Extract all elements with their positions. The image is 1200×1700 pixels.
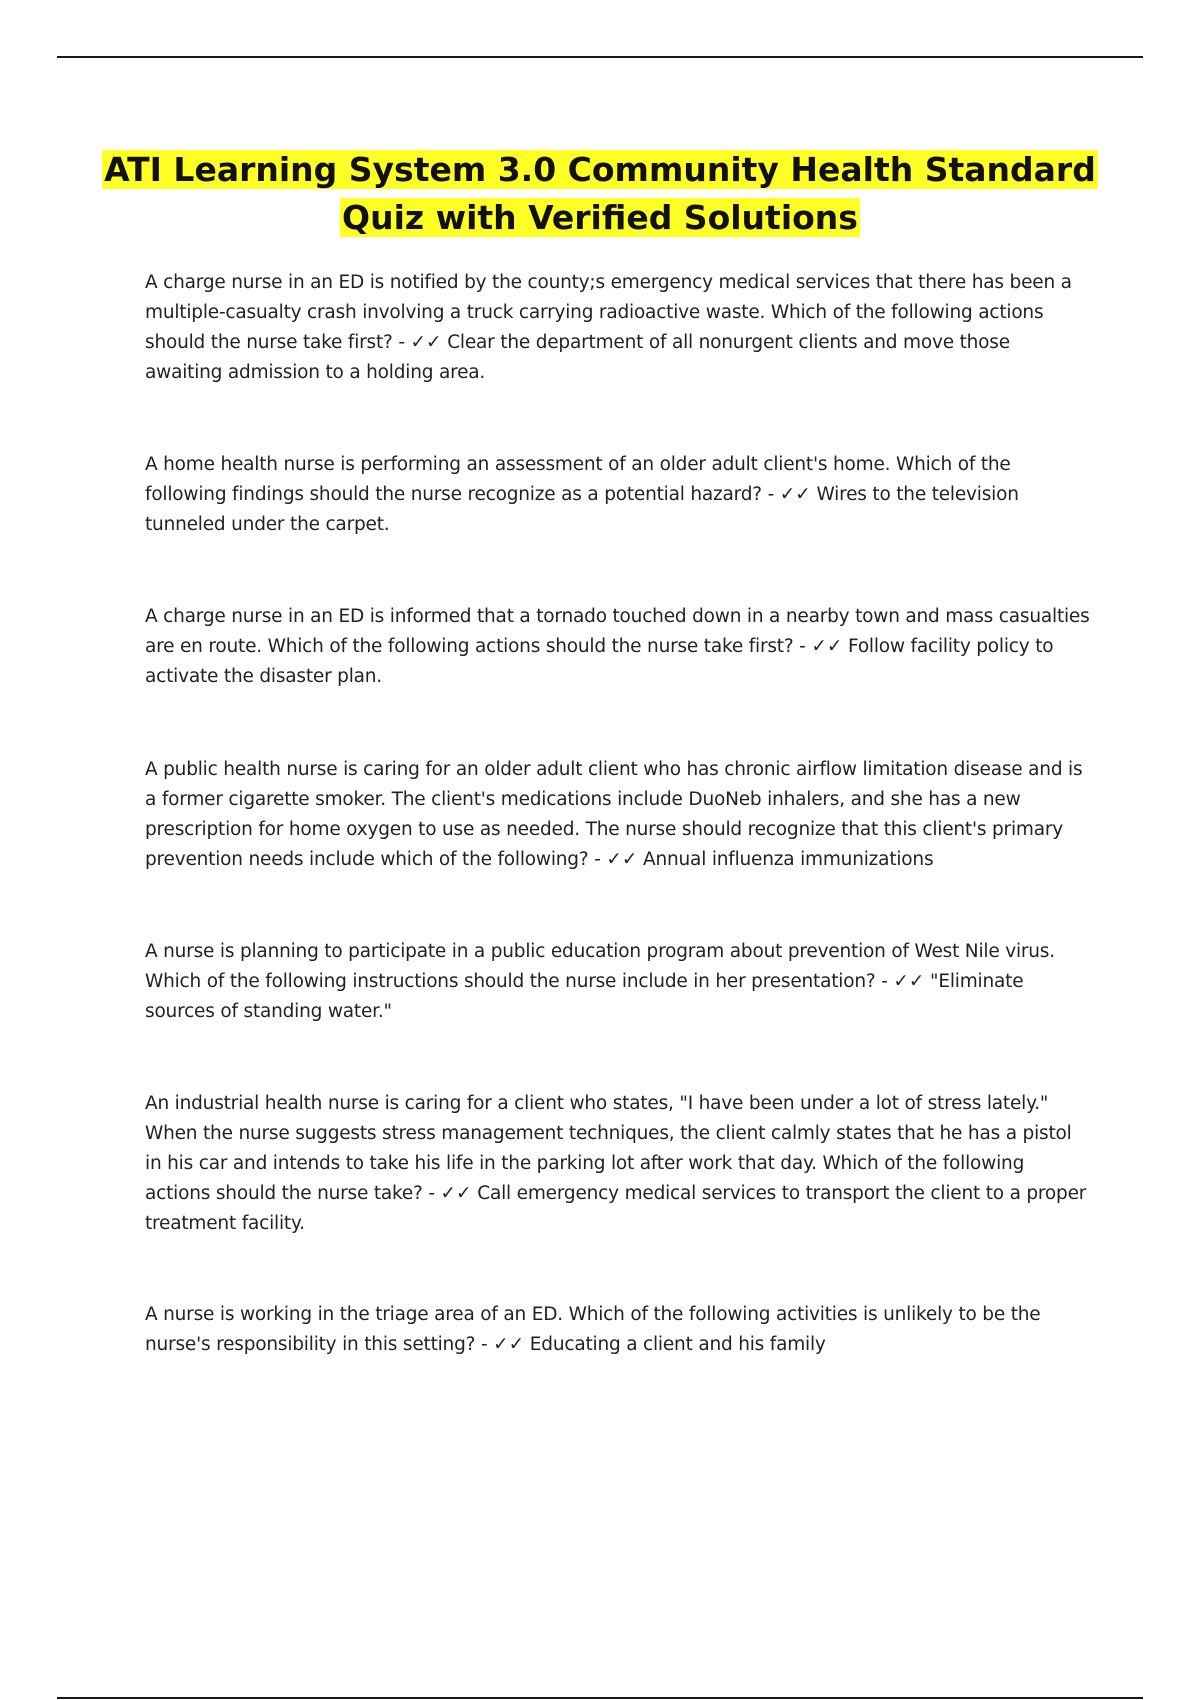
document-title (100, 146, 1100, 242)
double-check-icon: ✓✓ (440, 1183, 472, 1204)
double-check-icon: ✓✓ (893, 971, 925, 992)
question-text: A charge nurse in an ED is informed that a tornado touched down in a nearby town and mass casualties are en route. Which of the following actions should the nurse take first? (145, 606, 1090, 657)
qa-item-5: A nurse is planning to participate in a public education program about prevention of West Nile virus. Which of the following instructions should the nurse include in her presentation? - ✓✓ "Eliminate sources of standing water." (145, 941, 1055, 1022)
document-title-highlight: ATI Learning System 3.0 Community Health Standard Quiz with Verified Solutions (104, 150, 1096, 237)
qa-item-4: A public health nurse is caring for an older adult client who has chronic airflow limitation disease and is a former cigarette smoker. The client's medications include DuoNeb inhalers, and she has a new prescription for home oxygen to use as needed. The nurse should recognize that this client's primary prevention needs include which of the following? - ✓✓ Annual influenza immunizations (145, 759, 1083, 870)
top-rule (57, 56, 1143, 58)
bottom-rule (57, 1697, 1143, 1699)
answer-text: Annual influenza immunizations (643, 849, 934, 870)
qa-item-6: An industrial health nurse is caring for a client who states, "I have been under a lot of stress lately." When the nurse suggests stress management techniques, the client calmly states that he has a pistol in his car and intends to take his life in the parking lot after work that day. Which of the following actions should the nurse take? - ✓✓ Call emergency medical services to transport the client to a proper treatment facility. (145, 1093, 1087, 1234)
double-check-icon: ✓✓ (606, 849, 638, 870)
qa-item-2: A home health nurse is performing an assessment of an older adult client's home. Which of the following findings should the nurse recognize as a potential hazard? - ✓✓ Wires to the television tunneled under the carpet. (145, 454, 1019, 535)
answer-text: Clear the department of all nonurgent clients and move those awaiting admission to a holding area. (145, 332, 1010, 383)
question-text: A public health nurse is caring for an older adult client who has chronic airflow limitation disease and is a former cigarette smoker. The client's medications include DuoNeb inhalers, and she has a new prescription for home oxygen to use as needed. The nurse should recognize that this client's primary prevention needs include which of the following? (145, 759, 1083, 870)
double-check-icon: ✓✓ (779, 484, 811, 505)
answer-text: "Eliminate sources of standing water." (145, 971, 1024, 1022)
question-text: A home health nurse is performing an assessment of an older adult client's home. Which of the following findings should the nurse recognize as a potential hazard? (145, 454, 1011, 505)
answer-text: Follow facility policy to activate the disaster plan. (145, 636, 1054, 687)
question-text: A nurse is planning to participate in a public education program about prevention of West Nile virus. Which of the following instructions should the nurse include in her presentation? (145, 941, 1055, 992)
double-check-icon: ✓✓ (811, 636, 843, 657)
qa-item-3: A charge nurse in an ED is informed that a tornado touched down in a nearby town and mass casualties are en route. Which of the following actions should the nurse take first? - ✓✓ Follow facility policy to activate the disaster plan. (145, 606, 1090, 687)
double-check-icon: ✓✓ (493, 1334, 525, 1355)
question-text: A charge nurse in an ED is notified by the county;s emergency medical services that there has been a multiple-casualty crash involving a truck carrying radioactive waste. Which of the following actions should the nurse take first? (145, 272, 1072, 353)
qa-item-1: A charge nurse in an ED is notified by the county;s emergency medical services that there has been a multiple-casualty crash involving a truck carrying radioactive waste. Which of the following actions should the nurse take first? - ✓✓ Clear the department of all nonurgent clients and move those awaiting admission to a holding area. (145, 272, 1072, 383)
question-text: An industrial health nurse is caring for a client who states, "I have been under a lot of stress lately." When the nurse suggests stress management techniques, the client calmly states that he has a pistol in his car and intends to take his life in the parking lot after work that day. Which of the following actions should the nurse take? (145, 1093, 1072, 1204)
qa-item-7: A nurse is working in the triage area of an ED. Which of the following activities is unlikely to be the nurse's responsibility in this setting? - ✓✓ Educating a client and his family (145, 1304, 1041, 1355)
answer-text: Call emergency medical services to transport the client to a proper treatment facility. (145, 1183, 1087, 1234)
answer-text: Wires to the television tunneled under the carpet. (145, 484, 1019, 535)
double-check-icon: ✓✓ (410, 332, 442, 353)
question-text: A nurse is working in the triage area of an ED. Which of the following activities is unlikely to be the nurse's responsibility in this setting? (145, 1304, 1041, 1355)
answer-text: Educating a client and his family (529, 1334, 826, 1355)
